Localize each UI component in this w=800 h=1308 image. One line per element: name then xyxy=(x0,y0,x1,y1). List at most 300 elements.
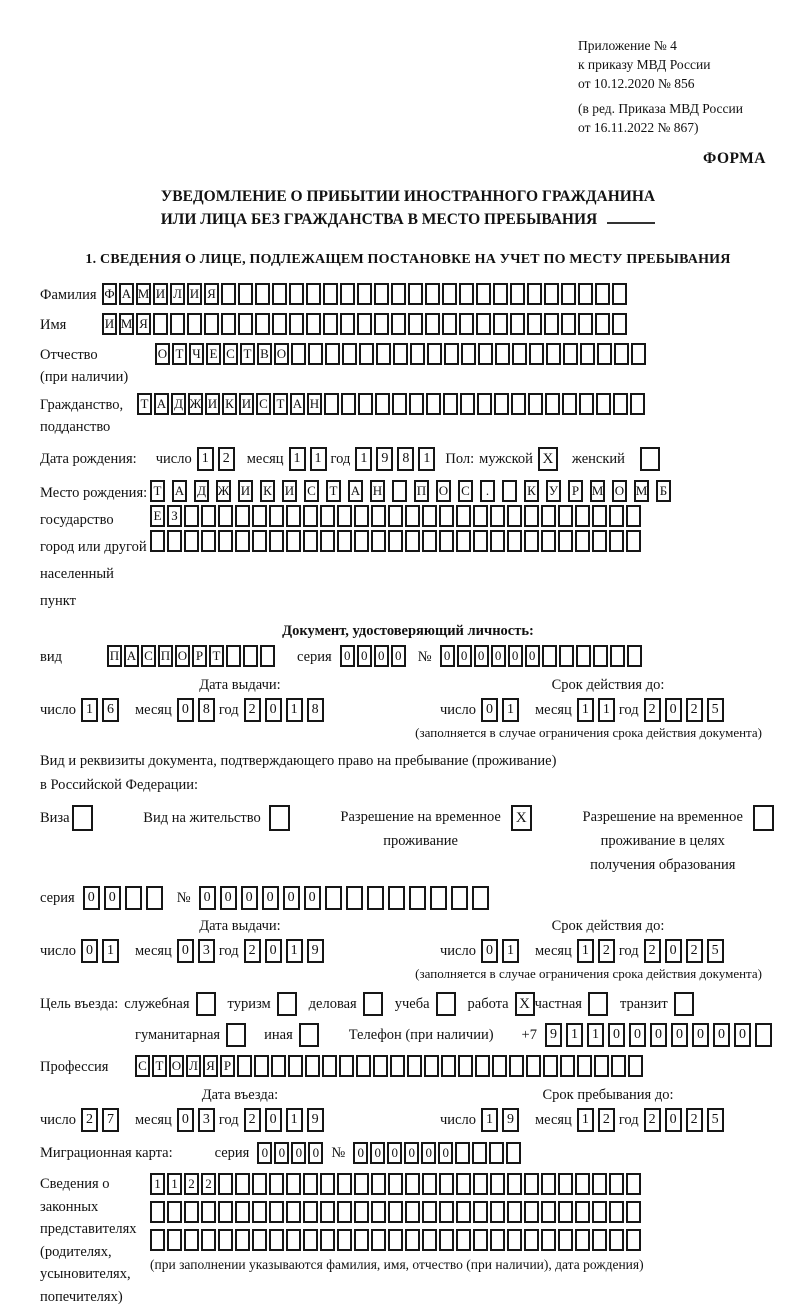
char-box[interactable]: 0 xyxy=(374,645,389,667)
char-box[interactable] xyxy=(425,313,440,335)
char-box[interactable] xyxy=(218,505,233,527)
char-box[interactable] xyxy=(303,1229,318,1251)
char-box[interactable] xyxy=(524,1229,539,1251)
char-box[interactable]: Н xyxy=(370,480,385,502)
char-box[interactable]: 5 xyxy=(707,939,724,963)
char-box[interactable]: И xyxy=(238,480,253,502)
char-box[interactable]: 0 xyxy=(665,939,682,963)
char-box[interactable] xyxy=(356,1055,371,1077)
char-box[interactable]: М xyxy=(136,283,151,305)
char-box[interactable] xyxy=(306,313,321,335)
char-box[interactable]: 1 xyxy=(102,939,119,963)
char-box[interactable]: 0 xyxy=(353,1142,368,1164)
char-box[interactable] xyxy=(592,530,607,552)
char-box[interactable] xyxy=(592,1201,607,1223)
char-box[interactable]: К xyxy=(222,393,237,415)
char-box[interactable] xyxy=(529,343,544,365)
char-box[interactable] xyxy=(626,530,641,552)
char-box[interactable]: М xyxy=(119,313,134,335)
char-box[interactable] xyxy=(324,393,339,415)
char-box[interactable]: 0 xyxy=(291,1142,306,1164)
char-box[interactable] xyxy=(254,1055,269,1077)
char-box[interactable] xyxy=(252,1201,267,1223)
char-box[interactable] xyxy=(458,1055,473,1077)
char-box[interactable] xyxy=(541,1173,556,1195)
char-box[interactable]: 0 xyxy=(438,1142,453,1164)
char-box[interactable] xyxy=(320,1229,335,1251)
char-box[interactable] xyxy=(252,530,267,552)
char-box[interactable] xyxy=(410,343,425,365)
char-box[interactable]: 2 xyxy=(598,939,615,963)
char-box[interactable]: 2 xyxy=(686,939,703,963)
char-box[interactable] xyxy=(456,530,471,552)
char-box[interactable] xyxy=(153,313,168,335)
char-box[interactable]: 1 xyxy=(577,1108,594,1132)
char-box[interactable] xyxy=(405,505,420,527)
char-box[interactable]: 1 xyxy=(286,698,303,722)
char-box[interactable] xyxy=(409,886,426,910)
char-box[interactable] xyxy=(422,1229,437,1251)
char-box[interactable]: 0 xyxy=(387,1142,402,1164)
char-box[interactable] xyxy=(252,505,267,527)
char-box[interactable]: 0 xyxy=(421,1142,436,1164)
char-box[interactable] xyxy=(320,1201,335,1223)
char-box[interactable] xyxy=(575,1173,590,1195)
char-box[interactable] xyxy=(597,343,612,365)
char-box[interactable] xyxy=(405,1229,420,1251)
char-box[interactable] xyxy=(358,393,373,415)
char-box[interactable] xyxy=(439,505,454,527)
char-box[interactable] xyxy=(376,343,391,365)
char-box[interactable] xyxy=(150,530,165,552)
char-box[interactable]: Т xyxy=(137,393,152,415)
char-box[interactable]: 0 xyxy=(481,698,498,722)
char-box[interactable] xyxy=(507,1229,522,1251)
char-box[interactable]: 0 xyxy=(665,698,682,722)
char-box[interactable] xyxy=(489,1142,504,1164)
char-box[interactable] xyxy=(578,283,593,305)
char-box[interactable] xyxy=(577,1055,592,1077)
char-box[interactable] xyxy=(373,1055,388,1077)
char-box[interactable] xyxy=(612,283,627,305)
char-box[interactable] xyxy=(201,505,216,527)
char-box[interactable] xyxy=(218,1173,233,1195)
char-box[interactable] xyxy=(493,283,508,305)
char-box[interactable]: 2 xyxy=(686,698,703,722)
char-box[interactable]: В xyxy=(257,343,272,365)
char-box[interactable] xyxy=(510,313,525,335)
char-box[interactable]: 0 xyxy=(308,1142,323,1164)
char-box[interactable] xyxy=(444,343,459,365)
char-box[interactable] xyxy=(490,1201,505,1223)
char-box[interactable]: 1 xyxy=(289,447,306,471)
char-box[interactable]: К xyxy=(260,480,275,502)
char-box[interactable] xyxy=(541,530,556,552)
char-box[interactable] xyxy=(346,886,363,910)
char-box[interactable]: Т xyxy=(172,343,187,365)
char-box[interactable] xyxy=(459,283,474,305)
char-box[interactable]: 0 xyxy=(283,886,300,910)
char-box[interactable]: О xyxy=(155,343,170,365)
char-box[interactable] xyxy=(456,505,471,527)
char-box[interactable] xyxy=(289,313,304,335)
char-box[interactable]: Е xyxy=(206,343,221,365)
char-box[interactable] xyxy=(269,505,284,527)
char-box[interactable] xyxy=(320,1173,335,1195)
char-box[interactable] xyxy=(260,645,275,667)
char-box[interactable] xyxy=(427,343,442,365)
char-box[interactable] xyxy=(167,1201,182,1223)
char-box[interactable] xyxy=(303,530,318,552)
char-box[interactable] xyxy=(493,313,508,335)
char-box[interactable]: О xyxy=(274,343,289,365)
char-box[interactable] xyxy=(476,313,491,335)
char-box[interactable]: Т xyxy=(209,645,224,667)
char-box[interactable] xyxy=(541,505,556,527)
char-box[interactable] xyxy=(243,645,258,667)
char-box[interactable] xyxy=(167,1229,182,1251)
male-checkbox[interactable]: X xyxy=(538,447,558,471)
char-box[interactable] xyxy=(322,1055,337,1077)
char-box[interactable]: Ч xyxy=(189,343,204,365)
char-box[interactable] xyxy=(512,343,527,365)
char-box[interactable] xyxy=(405,530,420,552)
char-box[interactable] xyxy=(393,343,408,365)
char-box[interactable] xyxy=(407,1055,422,1077)
char-box[interactable] xyxy=(288,1055,303,1077)
char-box[interactable] xyxy=(442,313,457,335)
char-box[interactable] xyxy=(367,886,384,910)
char-box[interactable] xyxy=(627,645,642,667)
char-box[interactable] xyxy=(473,1229,488,1251)
purpose-tourism-checkbox[interactable] xyxy=(277,992,297,1016)
char-box[interactable] xyxy=(544,283,559,305)
char-box[interactable] xyxy=(170,313,185,335)
char-box[interactable]: А xyxy=(348,480,363,502)
char-box[interactable] xyxy=(526,1055,541,1077)
char-box[interactable]: Я xyxy=(203,1055,218,1077)
residence-permit-checkbox[interactable] xyxy=(269,805,290,831)
char-box[interactable]: Л xyxy=(186,1055,201,1077)
char-box[interactable]: К xyxy=(524,480,539,502)
char-box[interactable]: А xyxy=(124,645,139,667)
char-box[interactable] xyxy=(558,1173,573,1195)
char-box[interactable] xyxy=(593,645,608,667)
char-box[interactable]: 1 xyxy=(197,447,214,471)
char-box[interactable] xyxy=(218,1229,233,1251)
char-box[interactable] xyxy=(167,530,182,552)
char-box[interactable] xyxy=(306,283,321,305)
char-box[interactable] xyxy=(546,343,561,365)
char-box[interactable] xyxy=(235,1173,250,1195)
char-box[interactable]: 1 xyxy=(577,939,594,963)
char-box[interactable]: Н xyxy=(307,393,322,415)
char-box[interactable]: 2 xyxy=(686,1108,703,1132)
char-box[interactable]: 0 xyxy=(265,939,282,963)
char-box[interactable]: С xyxy=(141,645,156,667)
char-box[interactable] xyxy=(405,1173,420,1195)
char-box[interactable]: 0 xyxy=(257,1142,272,1164)
char-box[interactable] xyxy=(575,1229,590,1251)
char-box[interactable] xyxy=(221,313,236,335)
char-box[interactable] xyxy=(609,1229,624,1251)
char-box[interactable] xyxy=(559,645,574,667)
char-box[interactable] xyxy=(524,530,539,552)
char-box[interactable] xyxy=(545,393,560,415)
char-box[interactable] xyxy=(289,283,304,305)
char-box[interactable]: 1 xyxy=(502,939,519,963)
char-box[interactable]: 2 xyxy=(244,939,261,963)
char-box[interactable]: . xyxy=(480,480,495,502)
char-box[interactable]: 8 xyxy=(198,698,215,722)
char-box[interactable] xyxy=(320,530,335,552)
char-box[interactable] xyxy=(340,283,355,305)
char-box[interactable] xyxy=(524,1201,539,1223)
char-box[interactable] xyxy=(524,1173,539,1195)
char-box[interactable]: 0 xyxy=(665,1108,682,1132)
char-box[interactable] xyxy=(461,343,476,365)
char-box[interactable]: 0 xyxy=(304,886,321,910)
char-box[interactable]: 0 xyxy=(104,886,121,910)
char-box[interactable] xyxy=(235,530,250,552)
char-box[interactable] xyxy=(357,283,372,305)
char-box[interactable] xyxy=(544,313,559,335)
char-box[interactable]: 9 xyxy=(545,1023,562,1047)
char-box[interactable] xyxy=(201,1229,216,1251)
visa-checkbox[interactable] xyxy=(72,805,93,831)
char-box[interactable] xyxy=(354,1173,369,1195)
char-box[interactable]: М xyxy=(634,480,649,502)
char-box[interactable]: 2 xyxy=(81,1108,98,1132)
char-box[interactable] xyxy=(269,1201,284,1223)
char-box[interactable] xyxy=(579,393,594,415)
char-box[interactable] xyxy=(371,1201,386,1223)
char-box[interactable]: И xyxy=(187,283,202,305)
char-box[interactable] xyxy=(184,1229,199,1251)
char-box[interactable]: С xyxy=(223,343,238,365)
char-box[interactable]: П xyxy=(107,645,122,667)
char-box[interactable]: 7 xyxy=(102,1108,119,1132)
char-box[interactable] xyxy=(441,1055,456,1077)
char-box[interactable]: О xyxy=(169,1055,184,1077)
char-box[interactable] xyxy=(255,283,270,305)
char-box[interactable] xyxy=(424,1055,439,1077)
char-box[interactable] xyxy=(490,505,505,527)
char-box[interactable] xyxy=(507,530,522,552)
char-box[interactable]: 0 xyxy=(177,939,194,963)
char-box[interactable] xyxy=(502,480,517,502)
char-box[interactable] xyxy=(443,393,458,415)
char-box[interactable] xyxy=(527,283,542,305)
char-box[interactable]: 2 xyxy=(201,1173,216,1195)
char-box[interactable] xyxy=(490,1173,505,1195)
char-box[interactable] xyxy=(596,393,611,415)
char-box[interactable] xyxy=(359,343,374,365)
char-box[interactable]: 0 xyxy=(241,886,258,910)
char-box[interactable] xyxy=(507,1201,522,1223)
char-box[interactable] xyxy=(473,1201,488,1223)
char-box[interactable] xyxy=(337,1229,352,1251)
char-box[interactable]: 0 xyxy=(508,645,523,667)
char-box[interactable]: 2 xyxy=(244,1108,261,1132)
char-box[interactable]: 3 xyxy=(198,939,215,963)
char-box[interactable]: 0 xyxy=(734,1023,751,1047)
char-box[interactable]: 5 xyxy=(707,1108,724,1132)
char-box[interactable] xyxy=(371,1229,386,1251)
char-box[interactable] xyxy=(221,283,236,305)
char-box[interactable] xyxy=(613,393,628,415)
char-box[interactable] xyxy=(628,1055,643,1077)
char-box[interactable] xyxy=(425,283,440,305)
char-box[interactable]: 8 xyxy=(307,698,324,722)
char-box[interactable] xyxy=(201,1201,216,1223)
char-box[interactable]: П xyxy=(414,480,429,502)
char-box[interactable] xyxy=(609,1201,624,1223)
char-box[interactable]: И xyxy=(282,480,297,502)
char-box[interactable] xyxy=(340,313,355,335)
char-box[interactable] xyxy=(325,343,340,365)
char-box[interactable]: И xyxy=(153,283,168,305)
char-box[interactable] xyxy=(323,313,338,335)
char-box[interactable]: 1 xyxy=(286,939,303,963)
char-box[interactable]: 2 xyxy=(644,1108,661,1132)
char-box[interactable] xyxy=(374,313,389,335)
char-box[interactable]: 1 xyxy=(150,1173,165,1195)
char-box[interactable] xyxy=(342,343,357,365)
char-box[interactable] xyxy=(492,1055,507,1077)
char-box[interactable]: 1 xyxy=(587,1023,604,1047)
char-box[interactable] xyxy=(473,1173,488,1195)
char-box[interactable] xyxy=(146,886,163,910)
char-box[interactable] xyxy=(238,313,253,335)
char-box[interactable] xyxy=(609,505,624,527)
char-box[interactable] xyxy=(426,393,441,415)
char-box[interactable] xyxy=(218,530,233,552)
char-box[interactable] xyxy=(455,1142,470,1164)
char-box[interactable]: 0 xyxy=(265,698,282,722)
char-box[interactable] xyxy=(631,343,646,365)
char-box[interactable] xyxy=(272,283,287,305)
char-box[interactable]: Б xyxy=(656,480,671,502)
char-box[interactable]: 0 xyxy=(370,1142,385,1164)
char-box[interactable] xyxy=(337,530,352,552)
female-checkbox[interactable] xyxy=(640,447,660,471)
char-box[interactable] xyxy=(325,886,342,910)
char-box[interactable]: П xyxy=(158,645,173,667)
char-box[interactable] xyxy=(442,283,457,305)
char-box[interactable] xyxy=(408,283,423,305)
char-box[interactable] xyxy=(558,1229,573,1251)
char-box[interactable] xyxy=(269,1173,284,1195)
char-box[interactable] xyxy=(272,313,287,335)
char-box[interactable]: 0 xyxy=(491,645,506,667)
char-box[interactable]: 0 xyxy=(474,645,489,667)
char-box[interactable]: 2 xyxy=(218,447,235,471)
char-box[interactable] xyxy=(371,530,386,552)
char-box[interactable]: Л xyxy=(170,283,185,305)
char-box[interactable]: 1 xyxy=(355,447,372,471)
char-box[interactable]: Т xyxy=(150,480,165,502)
char-box[interactable] xyxy=(507,1173,522,1195)
purpose-other-checkbox[interactable] xyxy=(299,1023,319,1047)
char-box[interactable]: 0 xyxy=(220,886,237,910)
char-box[interactable] xyxy=(371,1173,386,1195)
char-box[interactable]: А xyxy=(119,283,134,305)
char-box[interactable] xyxy=(422,1201,437,1223)
char-box[interactable] xyxy=(478,343,493,365)
char-box[interactable] xyxy=(269,530,284,552)
char-box[interactable]: 0 xyxy=(81,939,98,963)
char-box[interactable] xyxy=(509,1055,524,1077)
char-box[interactable]: 0 xyxy=(713,1023,730,1047)
char-box[interactable]: 0 xyxy=(692,1023,709,1047)
char-box[interactable]: 9 xyxy=(307,1108,324,1132)
char-box[interactable]: 0 xyxy=(340,645,355,667)
char-box[interactable] xyxy=(473,505,488,527)
char-box[interactable] xyxy=(626,1229,641,1251)
char-box[interactable] xyxy=(184,505,199,527)
char-box[interactable] xyxy=(494,393,509,415)
char-box[interactable]: 1 xyxy=(598,698,615,722)
char-box[interactable] xyxy=(337,505,352,527)
char-box[interactable]: 5 xyxy=(707,698,724,722)
char-box[interactable] xyxy=(580,343,595,365)
char-box[interactable]: 0 xyxy=(629,1023,646,1047)
char-box[interactable] xyxy=(472,886,489,910)
char-box[interactable]: 2 xyxy=(598,1108,615,1132)
char-box[interactable] xyxy=(592,1173,607,1195)
char-box[interactable]: 0 xyxy=(177,698,194,722)
char-box[interactable] xyxy=(575,505,590,527)
char-box[interactable] xyxy=(630,393,645,415)
char-box[interactable] xyxy=(252,1173,267,1195)
char-box[interactable]: Т xyxy=(240,343,255,365)
char-box[interactable]: С xyxy=(458,480,473,502)
char-box[interactable] xyxy=(337,1201,352,1223)
char-box[interactable] xyxy=(392,480,407,502)
char-box[interactable] xyxy=(490,530,505,552)
char-box[interactable]: А xyxy=(154,393,169,415)
char-box[interactable]: 0 xyxy=(525,645,540,667)
char-box[interactable]: Р xyxy=(568,480,583,502)
char-box[interactable]: 9 xyxy=(376,447,393,471)
char-box[interactable]: 9 xyxy=(307,939,324,963)
char-box[interactable] xyxy=(575,1201,590,1223)
char-box[interactable] xyxy=(456,1229,471,1251)
char-box[interactable] xyxy=(323,283,338,305)
char-box[interactable] xyxy=(286,505,301,527)
char-box[interactable]: 1 xyxy=(502,698,519,722)
char-box[interactable] xyxy=(125,886,142,910)
char-box[interactable]: 3 xyxy=(198,1108,215,1132)
char-box[interactable] xyxy=(320,505,335,527)
char-box[interactable] xyxy=(237,1055,252,1077)
char-box[interactable] xyxy=(305,1055,320,1077)
char-box[interactable] xyxy=(528,393,543,415)
char-box[interactable] xyxy=(408,313,423,335)
purpose-humanitarian-checkbox[interactable] xyxy=(226,1023,246,1047)
char-box[interactable] xyxy=(451,886,468,910)
char-box[interactable] xyxy=(560,1055,575,1077)
char-box[interactable] xyxy=(542,645,557,667)
char-box[interactable]: 0 xyxy=(671,1023,688,1047)
char-box[interactable] xyxy=(490,1229,505,1251)
char-box[interactable]: Ж xyxy=(188,393,203,415)
char-box[interactable]: Я xyxy=(136,313,151,335)
char-box[interactable] xyxy=(609,530,624,552)
char-box[interactable] xyxy=(612,313,627,335)
char-box[interactable]: 1 xyxy=(310,447,327,471)
